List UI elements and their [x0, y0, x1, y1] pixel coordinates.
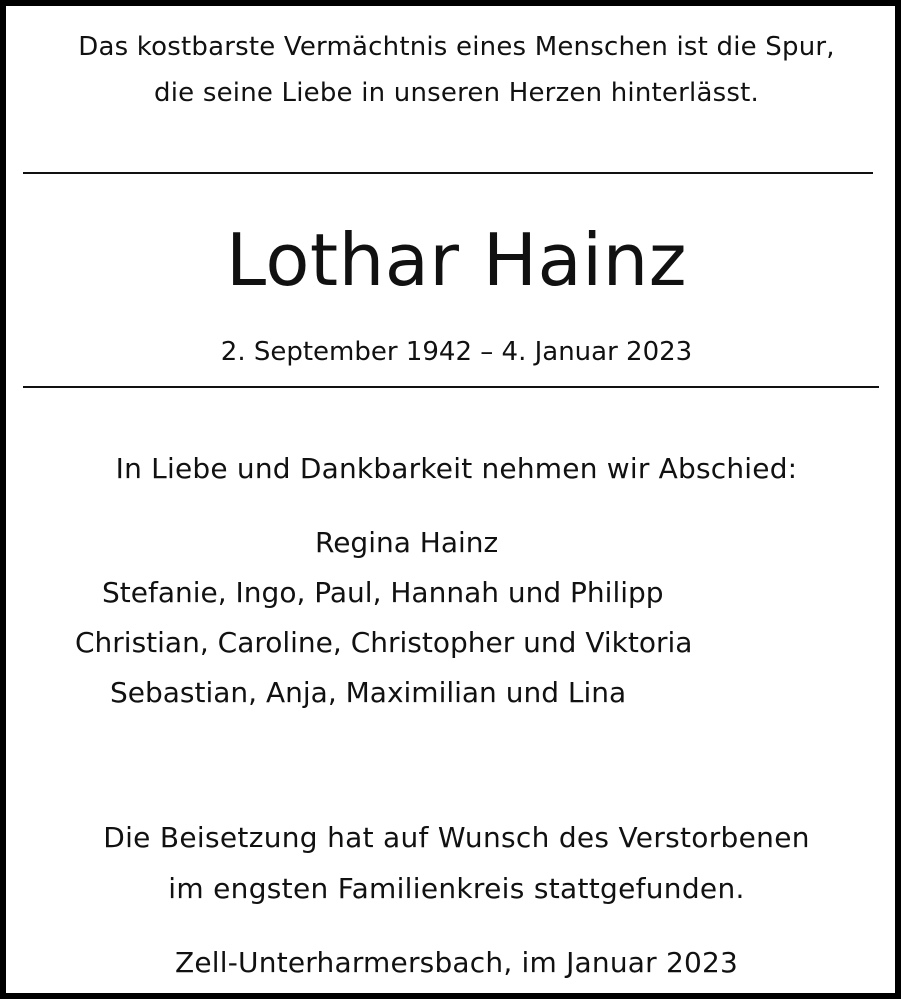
middle-divider: [23, 386, 879, 388]
motto-line-1: Das kostbarste Vermächtnis eines Menschen ist die Spur,: [78, 32, 835, 62]
motto-line-2: die seine Liebe in unseren Herzen hinterlässt.: [154, 78, 759, 108]
life-dates: 2. September 1942 – 4. Januar 2023: [220, 337, 693, 367]
burial-notice-line-2: im engsten Familienkreis stattgefunden.: [168, 872, 745, 905]
mourner-line: Christian, Caroline, Christopher und Viktoria: [75, 626, 693, 659]
deceased-name: Lothar Hainz: [225, 218, 688, 302]
mourner-line: Stefanie, Ingo, Paul, Hannah und Philipp: [102, 576, 664, 609]
farewell-intro: In Liebe und Dankbarkeit nehmen wir Abschied:: [115, 452, 798, 485]
burial-notice-line-1: Die Beisetzung hat auf Wunsch des Verstorbenen: [103, 821, 810, 854]
top-divider: [23, 172, 873, 174]
place-and-date: Zell-Unterharmersbach, im Januar 2023: [174, 946, 739, 979]
mourner-line: Regina Hainz: [315, 526, 499, 559]
mourner-line: Sebastian, Anja, Maximilian und Lina: [110, 676, 627, 709]
